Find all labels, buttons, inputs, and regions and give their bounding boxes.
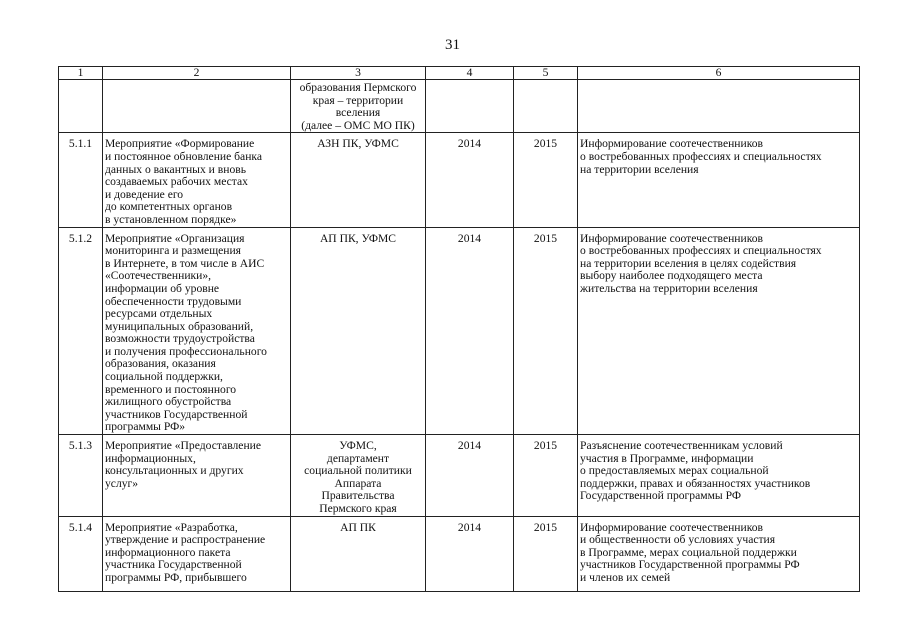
table-row <box>59 435 860 517</box>
event-cell <box>103 80 291 133</box>
column-header-4: 4 <box>426 67 514 80</box>
start-year-cell <box>426 80 514 133</box>
end-year-cell: 2015 <box>514 435 578 517</box>
result-cell: Разъяснение соотечественникам условий участия в Программе, информации о предоставляемых мерах социальной поддержки, правах и обязанностях участников Государственной программы РФ <box>578 435 860 517</box>
executor-cell: УФМС, департамент социальной политики Аппарата Правительства Пермского края <box>291 435 426 517</box>
end-year-cell: 2015 <box>514 227 578 435</box>
table-row <box>59 80 860 133</box>
measures-table <box>58 66 860 592</box>
end-year-cell <box>514 80 578 133</box>
event-cell: Мероприятие «Формирование и постоянное обновление банка данных о вакантных и вновь создаваемых рабочих местах и доведение его до компетентных органов в установленном порядке» <box>103 133 291 227</box>
start-year-cell: 2014 <box>426 516 514 591</box>
result-cell: Информирование соотечественников о востребованных профессиях и специальностях на территории вселения <box>578 133 860 227</box>
result-cell: Информирование соотечественников и общественности об условиях участия в Программе, мерах социальной поддержки участников Государственной программы РФ и членов их семей <box>578 516 860 591</box>
table-row <box>59 133 860 227</box>
row-number-cell: 5.1.4 <box>59 516 103 591</box>
executor-cell: АП ПК <box>291 516 426 591</box>
table-row <box>59 227 860 435</box>
column-number-row <box>59 67 860 80</box>
executor-cell: АП ПК, УФМС <box>291 227 426 435</box>
column-header-5: 5 <box>514 67 578 80</box>
column-header-1: 1 <box>59 67 103 80</box>
column-header-2: 2 <box>103 67 291 80</box>
end-year-cell: 2015 <box>514 516 578 591</box>
result-cell <box>578 80 860 133</box>
column-header-3: 3 <box>291 67 426 80</box>
page-number: 31 <box>445 37 460 53</box>
row-number-cell: 5.1.2 <box>59 227 103 435</box>
result-cell: Информирование соотечественников о востребованных профессиях и специальностях на территории вселения в целях содействия выбору наиболее подходящего места жительства на территории вселения <box>578 227 860 435</box>
start-year-cell: 2014 <box>426 435 514 517</box>
event-cell: Мероприятие «Предоставление информационных, консультационных и других услуг» <box>103 435 291 517</box>
executor-cell: образования Пермского края – территории вселения (далее – ОМС МО ПК) <box>291 80 426 133</box>
row-number-cell <box>59 80 103 133</box>
row-number-cell: 5.1.1 <box>59 133 103 227</box>
executor-cell: АЗН ПК, УФМС <box>291 133 426 227</box>
event-cell: Мероприятие «Разработка, утверждение и распространение информационного пакета участника Государственной программы РФ, прибывшего <box>103 516 291 591</box>
start-year-cell: 2014 <box>426 227 514 435</box>
table-row <box>59 516 860 591</box>
column-header-6: 6 <box>578 67 860 80</box>
event-cell: Мероприятие «Организация мониторинга и размещения в Интернете, в том числе в АИС «Соотечественники», информации об уровне обеспеченности трудовыми ресурсами отдельных муниципальных образований, возможности трудоустройства и получения профессионального образования, оказания социальной поддержки, временного и постоянного жилищного обустройства участников Государственной программы РФ» <box>103 227 291 435</box>
start-year-cell: 2014 <box>426 133 514 227</box>
row-number-cell: 5.1.3 <box>59 435 103 517</box>
end-year-cell: 2015 <box>514 133 578 227</box>
